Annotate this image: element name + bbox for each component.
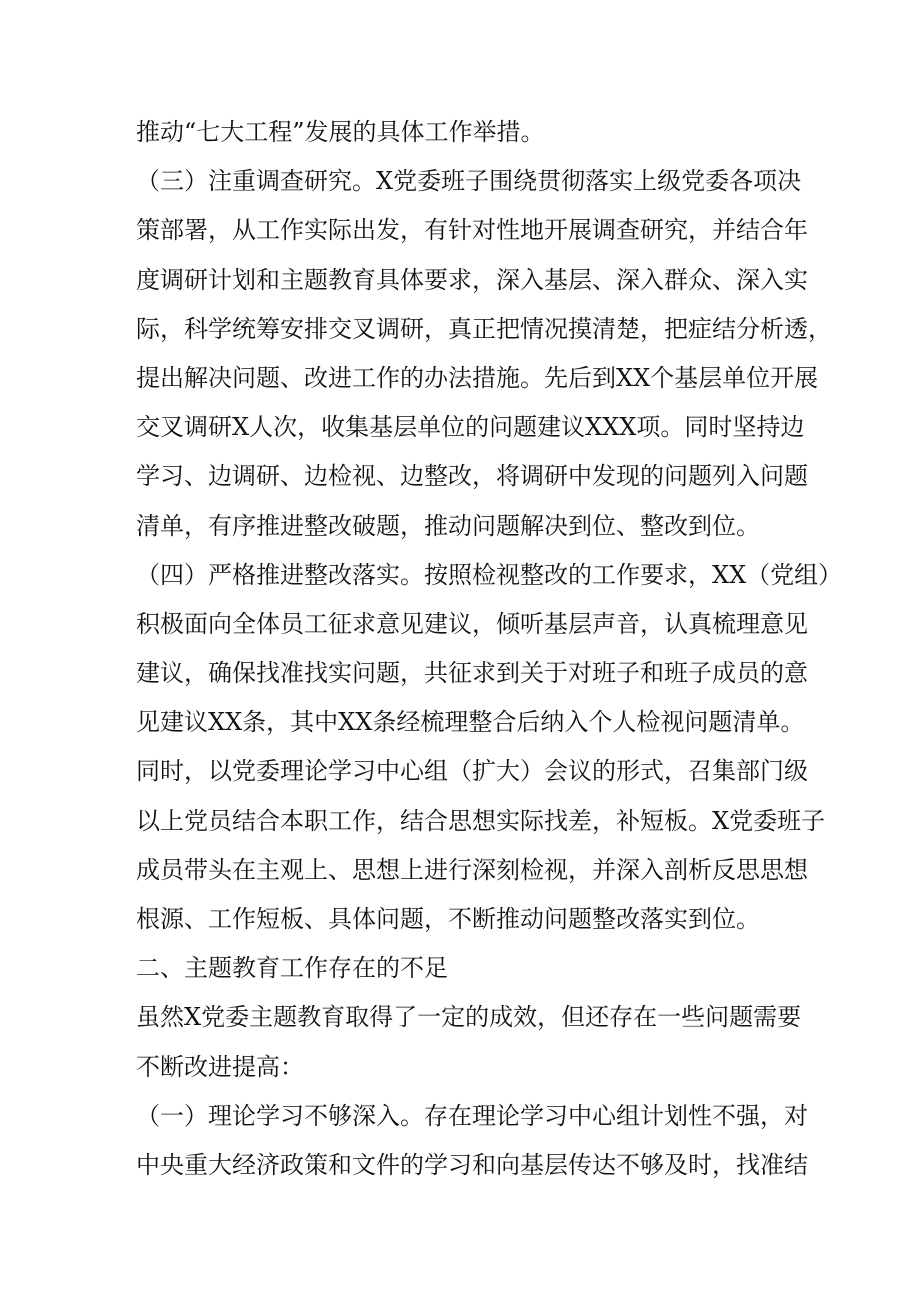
text-line: 推动“七大工程”发展的具体工作举措。 xyxy=(136,118,545,146)
text-line: 以上党员结合本职工作，结合思想实际找差，补短板。X党委班子 xyxy=(136,806,826,835)
text-line: 虽然X党委主题教育取得了一定的成效，但还存在一些问题需要 xyxy=(136,1003,802,1032)
text-line: 不断改进提高： xyxy=(136,1052,304,1081)
text-line: 清单，有序推进整改破题，推动问题解决到位、整改到位。 xyxy=(136,511,760,540)
text-line: （三）注重调查研究。X党委班子围绕贯彻落实上级党委各项决 xyxy=(136,167,802,196)
text-line: （一）理论学习不够深入。存在理论学习中心组计划性不强，对 xyxy=(136,1101,808,1130)
text-line: 建议，确保找准找实问题，共征求到关于对班子和班子成员的意 xyxy=(136,659,808,688)
text-line: 二、主题教育工作存在的不足 xyxy=(136,954,448,983)
text-line: 学习、边调研、边检视、边整改，将调研中发现的问题列入问题 xyxy=(136,462,808,491)
text-line: （四）严格推进整改落实。按照检视整改的工作要求，XX（党组） xyxy=(136,560,843,589)
text-line: 同时，以党委理论学习中心组（扩大）会议的形式，召集部门级 xyxy=(136,757,808,786)
text-line: 际，科学统筹安排交叉调研，真正把情况摸清楚，把症结分析透， xyxy=(136,314,832,343)
text-line: 交叉调研X人次，收集基层单位的问题建议XXX项。同时坚持边 xyxy=(136,413,805,442)
document-body xyxy=(136,108,843,1190)
text-line: 度调研计划和主题教育具体要求，深入基层、深入群众、深入实 xyxy=(136,265,808,294)
text-line: 中央重大经济政策和文件的学习和向基层传达不够及时，找准结 xyxy=(136,1150,808,1179)
text-line: 积极面向全体员工征求意见建议，倾听基层声音，认真梳理意见 xyxy=(136,609,808,638)
text-line: 成员带头在主观上、思想上进行深刻检视，并深入剖析反思思想 xyxy=(136,855,808,884)
text-line: 根源、工作短板、具体问题，不断推动问题整改落实到位。 xyxy=(136,905,760,933)
text-line: 见建议XX条，其中XX条经梳理整合后纳入个人检视问题清单。 xyxy=(136,708,805,737)
text-line: 策部署，从工作实际出发，有针对性地开展调查研究，并结合年 xyxy=(136,216,808,245)
text-line: 提出解决问题、改进工作的办法措施。先后到XX个基层单位开展 xyxy=(136,363,819,392)
